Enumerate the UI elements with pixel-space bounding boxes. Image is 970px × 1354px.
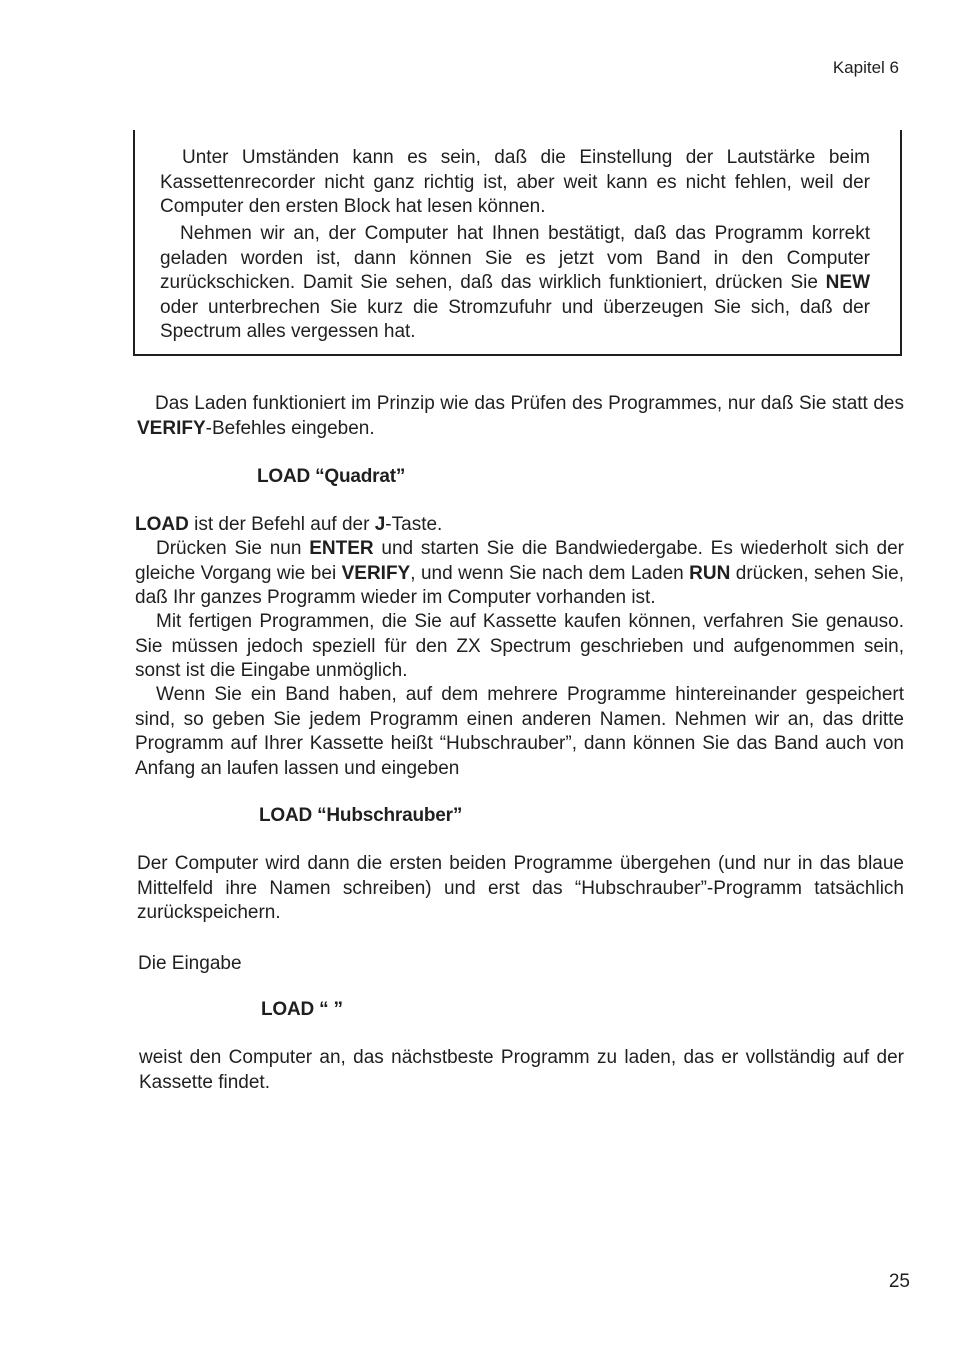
paragraph-loading-intro: [137, 392, 904, 441]
note-text: Nehmen wir an, der Computer hat Ihnen bestätigt, daß das Programm korrekt geladen worden ist, dann können Sie es jetzt vom Band in den Computer zurückschicken. Damit Sie sehen, daß das wirklich funktioniert, drücken Sie: [160, 223, 870, 293]
paragraph-load-key: [135, 513, 904, 538]
paragraph-skip-programs: Der Computer wird dann die ersten beiden Programme übergehen (und nur in das blaue Mittelfeld ihre Namen schreiben) und erst das “Hubschrauber”-Programm tatsächlich zurückspeichern.: [137, 853, 904, 923]
paragraph-text: , und wenn Sie nach dem Laden: [410, 562, 690, 584]
paragraph-text: und starten Sie die Bandwiedergabe. Es wiederholt sich der gleiche Vorgang wie bei: [135, 538, 904, 584]
paragraph-multiple-programs: Wenn Sie ein Band haben, auf dem mehrere Programme hintereinander gespeichert sind, so geben Sie jedem Programm einen anderen Namen. Nehmen wir an, das dritte Programm auf Ihrer Kassette heißt “Hubschrauber”, dann können Sie das Band auch von Anfang an laufen lassen und eingeben: [135, 684, 904, 779]
page-number: 25: [888, 1271, 910, 1292]
keyword-load: LOAD: [135, 514, 189, 535]
paragraph-press-enter: [135, 537, 904, 611]
keyword-verify: VERIFY: [341, 562, 411, 584]
note-paragraph-1: Unter Umständen kann es sein, daß die Einstellung der Lautstärke beim Kassettenrecorder nicht ganz richtig ist, aber weit kann es nicht fehlen, weil der Computer den ersten Block hat lesen können.: [160, 147, 870, 217]
paragraph-text: -Taste.: [385, 514, 443, 535]
note-paragraph-2: [160, 222, 870, 345]
command-load-hubschrauber: LOAD “Hubschrauber”: [259, 805, 463, 826]
paragraph-text: drücken, sehen Sie, daß Ihr ganzes Programm wieder im Computer vorhanden ist.: [135, 562, 904, 608]
paragraph-text: Das Laden funktioniert im Prinzip wie das Prüfen des Programmes, nur daß Sie statt des: [155, 393, 904, 414]
paragraph-die-eingabe: Die Eingabe: [138, 953, 242, 974]
chapter-header: Kapitel 6: [832, 58, 899, 77]
note-text: oder unterbrechen Sie kurz die Stromzufuhr und überzeugen Sie sich, daß der Spectrum alles vergessen hat.: [160, 296, 870, 342]
command-load-quadrat: LOAD “Quadrat”: [257, 466, 406, 487]
paragraph-text: ist der Befehl auf der: [188, 514, 375, 535]
paragraph-text: Drücken Sie nun: [156, 538, 310, 559]
keyword-j: J: [374, 514, 386, 535]
note-box: [133, 130, 902, 356]
paragraph-next-program: weist den Computer an, das nächstbeste Programm zu laden, das er vollständig auf der Kassette findet.: [139, 1047, 904, 1093]
paragraph-text: -Befehles eingeben.: [205, 417, 375, 439]
paragraph-finished-programs: Mit fertigen Programmen, die Sie auf Kassette kaufen können, verfahren Sie genauso. Sie müssen jedoch speziell für den ZX Spectrum geschrieben und aufgenommen sein, sonst ist die Eingabe unmöglich.: [135, 611, 904, 681]
keyword-run: RUN: [689, 562, 731, 584]
keyword-enter: ENTER: [309, 538, 374, 559]
keyword-new: NEW: [825, 272, 870, 293]
command-load-empty: LOAD “ ”: [261, 999, 343, 1020]
keyword-verify: VERIFY: [137, 417, 206, 439]
